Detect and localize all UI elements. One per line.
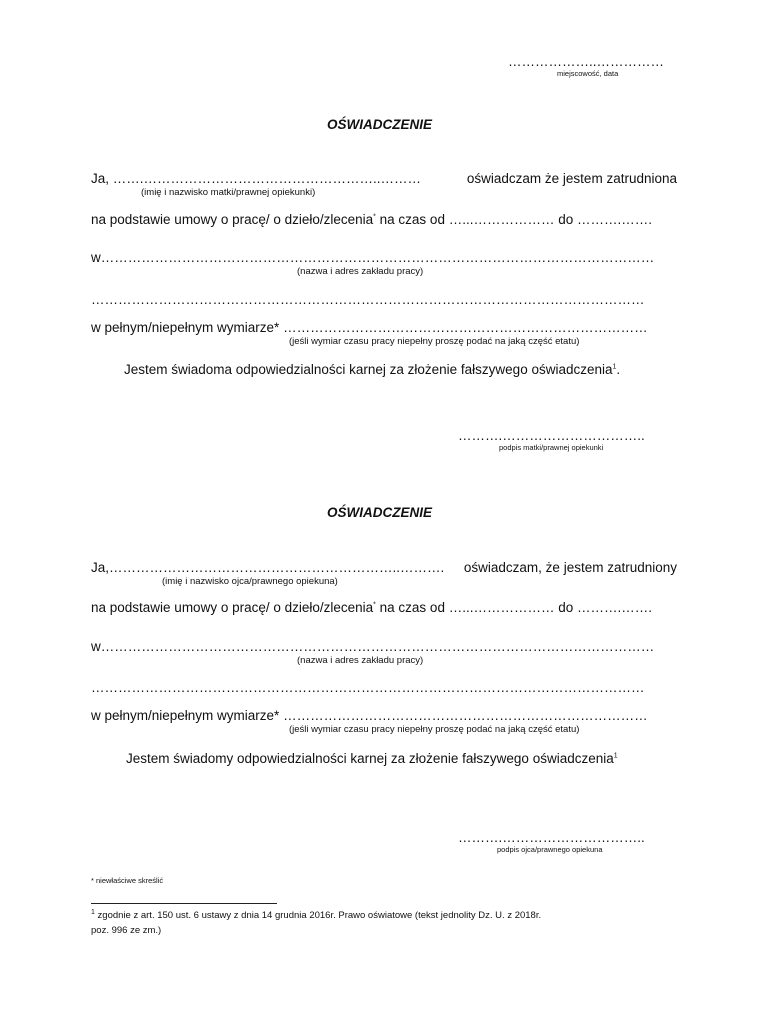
mother-contract-line (91, 212, 652, 227)
mother-signature-label: podpis matki/prawnej opiekunki (499, 443, 604, 452)
statement-title-mother: OŚWIADCZENIE (327, 117, 433, 132)
footnote-1-text: zgodnie z art. 150 ust. 6 ustawy z dnia 14 grudnia 2016r. Prawo oświatowe (tekst jednolity Dz. U. z 2018r. (94, 910, 542, 921)
father-contract-line (91, 600, 652, 615)
footnote-1-line1 (91, 910, 541, 921)
father-contract-period: na czas od …...……………… do ……….……. (375, 600, 652, 615)
father-contract-mark: * (373, 601, 376, 609)
mother-name-line (91, 171, 677, 186)
mother-footnote-mark: 1 (612, 363, 617, 371)
father-signature-dots: ……….………………………….. (458, 830, 645, 845)
father-fulltime-hint: (jeśli wymiar czasu pracy niepełny proszę podać na jaką część etatu) (289, 724, 580, 735)
mother-contract-mark: * (373, 213, 376, 221)
father-workplace-hint: (nazwa i adres zakładu pracy) (297, 655, 424, 666)
mother-fulltime-line: w pełnym/niepełnym wymiarze* ……………………………………………………………………… (91, 320, 648, 335)
father-contract-text: na podstawie umowy o pracę/ o dzieło/zlecenia (91, 600, 374, 615)
mother-employed-text: oświadczam że jestem zatrudniona (466, 171, 677, 186)
father-name-hint: (imię i nazwisko ojca/prawnego opiekuna) (162, 576, 338, 587)
father-fulltime-line: w pełnym/niepełnym wymiarze* ……………………………………………………………………… (91, 708, 648, 723)
mother-workplace-line: w…………………………………………………………………………………………………………… (91, 250, 655, 265)
father-awareness-text: Jestem świadomy odpowiedzialności karnej za złożenie fałszywego oświadczenia (126, 751, 614, 766)
footnote-1-line2: poz. 996 ze zm.) (91, 925, 162, 936)
mother-name-dots: Ja, …….……………………………………………..……… (91, 171, 422, 186)
mother-awareness-text: Jestem świadoma odpowiedzialności karnej za złożenie fałszywego oświadczenia (124, 362, 613, 377)
mother-name-hint: (imię i nazwisko matki/prawnej opiekunki) (141, 187, 316, 198)
father-employed-text: oświadczam, że jestem zatrudniony (463, 560, 677, 575)
footnote-1-mark: 1 (91, 908, 95, 916)
mother-awareness-end: . (616, 362, 621, 377)
mother-fulltime-hint: (jeśli wymiar czasu pracy niepełny proszę podać na jaką część etatu) (289, 336, 580, 347)
mother-signature-dots: ……….………………………….. (458, 428, 645, 443)
mother-workplace-hint: (nazwa i adres zakładu pracy) (297, 266, 424, 277)
father-name-dots: Ja,………………………………………………………..………. (91, 560, 445, 575)
mother-contract-text: na podstawie umowy o pracę/ o dzieło/zlecenia (91, 212, 374, 227)
mother-awareness-line (124, 362, 620, 377)
father-workplace-line: w…………………………………………………………………………………………………………… (91, 639, 655, 654)
father-awareness-line (126, 751, 618, 766)
father-signature-label: podpis ojca/prawnego opiekuna (497, 845, 603, 854)
place-date-label: miejscowość, data (557, 69, 619, 78)
asterisk-note: * niewłaściwe skreślić (91, 876, 164, 885)
statement-title-father: OŚWIADCZENIE (327, 505, 433, 520)
mother-dots-line: …………………………………………………………………………………………………………… (91, 292, 645, 307)
place-date-dots: ………………..…………… (508, 54, 665, 69)
father-footnote-mark: 1 (613, 752, 618, 760)
father-name-line (91, 560, 677, 575)
father-dots-line: …………………………………………………………………………………………………………… (91, 680, 645, 695)
mother-contract-period: na czas od …...……………… do ……….……. (375, 212, 652, 227)
footnote-divider (91, 903, 277, 904)
